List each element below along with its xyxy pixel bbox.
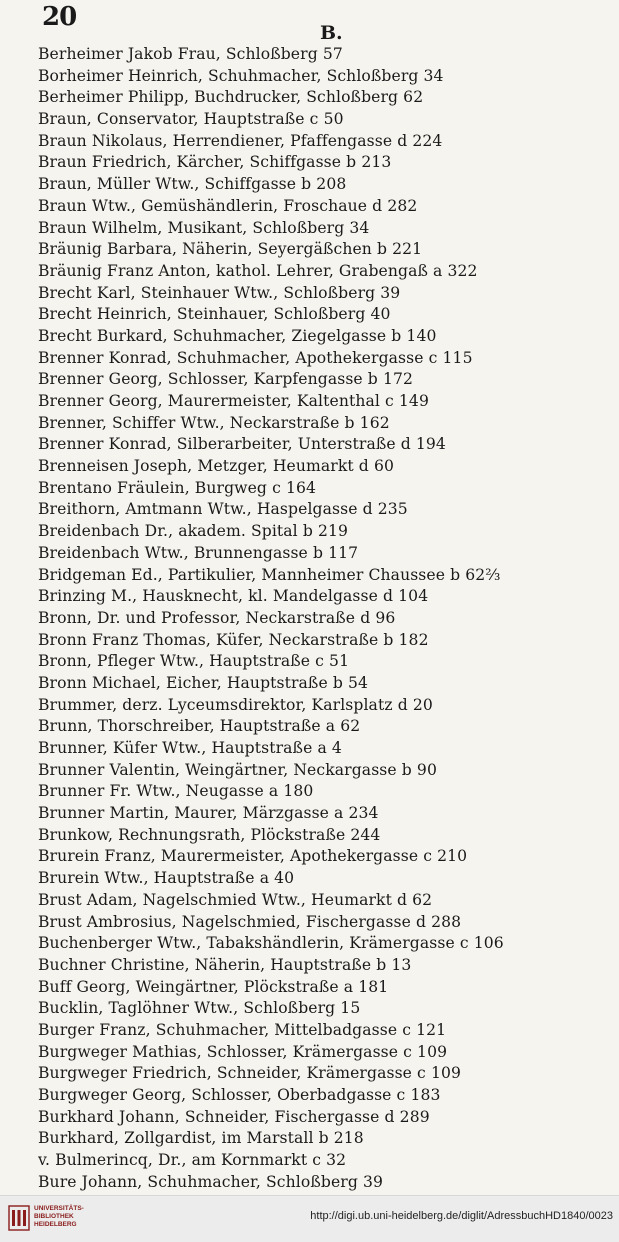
directory-entry: Brunner Fr. Wtw., Neugasse a 180	[38, 782, 314, 801]
directory-entry: Braun Nikolaus, Herrendiener, Pfaffengasse d 224	[38, 131, 443, 150]
directory-entry: Brenner, Schiffer Wtw., Neckarstraße b 162	[38, 413, 390, 432]
directory-entry: Bräunig Barbara, Näherin, Seyergäßchen b 221	[38, 240, 423, 259]
directory-entry: Braun Friedrich, Kärcher, Schiffgasse b 213	[38, 153, 392, 172]
directory-entry: Brenner Georg, Maurermeister, Kaltenthal c 149	[38, 392, 429, 410]
directory-entry: Brunner, Küfer Wtw., Hauptstraße a 4	[38, 739, 342, 757]
directory-entry: Brust Adam, Nagelschmied Wtw., Heumarkt d 62	[38, 890, 433, 909]
university-library-logo-icon	[8, 1204, 30, 1232]
directory-entry: Brentano Fräulein, Burgweg c 164	[38, 478, 317, 497]
directory-entry: Brurein Wtw., Hauptstraße a 40	[38, 869, 295, 888]
directory-entry: Bronn, Dr. und Professor, Neckarstraße d 96	[38, 608, 396, 627]
directory-entry: Bure Johann, Schuhmacher, Schloßberg 39	[38, 1172, 384, 1191]
directory-entry: Breidenbach Dr., akadem. Spital b 219	[38, 522, 349, 541]
directory-entry: Brinzing M., Hausknecht, kl. Mandelgasse d 104	[38, 587, 429, 606]
directory-entry: Borheimer Heinrich, Schuhmacher, Schloßberg 34	[38, 66, 444, 85]
directory-entry: Brecht Karl, Steinhauer Wtw., Schloßberg 39	[38, 283, 401, 302]
directory-entry: Brenneisen Joseph, Metzger, Heumarkt d 60	[38, 457, 394, 476]
directory-entry: Braun Wtw., Gemüshändlerin, Froschaue d 282	[38, 196, 418, 215]
directory-entry: v. Bulmerincq, Dr., am Kornmarkt c 32	[38, 1151, 347, 1170]
directory-entry: Bridgeman Ed., Partikulier, Mannheimer Chaussee b 62⅔	[38, 565, 501, 584]
directory-entry: Breithorn, Amtmann Wtw., Haspelgasse d 235	[38, 500, 408, 519]
page-number: 20	[42, 2, 77, 32]
directory-entry: Berheimer Philipp, Buchdrucker, Schloßberg 62	[38, 88, 424, 107]
directory-entry: Buchenberger Wtw., Tabakshändlerin, Krämergasse c 106	[38, 934, 504, 953]
directory-entry: Braun, Conservator, Hauptstraße c 50	[38, 110, 344, 129]
directory-entry: Burkhard Johann, Schneider, Fischergasse d 289	[38, 1107, 430, 1126]
directory-entry: Brust Ambrosius, Nagelschmied, Fischergasse d 288	[38, 912, 462, 931]
directory-entry: Bräunig Franz Anton, kathol. Lehrer, Grabengaß a 322	[38, 261, 478, 280]
directory-entry: Bucklin, Taglöhner Wtw., Schloßberg 15	[38, 999, 361, 1018]
directory-entry: Brurein Franz, Maurermeister, Apothekergasse c 210	[38, 847, 468, 866]
directory-entry: Burgweger Friedrich, Schneider, Krämergasse c 109	[38, 1064, 462, 1083]
section-letter: B.	[320, 22, 343, 44]
footer-bar	[0, 1195, 619, 1242]
logo-line: UNIVERSITÄTS-	[34, 1205, 84, 1212]
directory-entries	[38, 44, 613, 1193]
directory-entry: Brenner Konrad, Silberarbeiter, Unterstraße d 194	[38, 435, 446, 454]
directory-entry: Braun Wilhelm, Musikant, Schloßberg 34	[38, 218, 370, 237]
directory-entry: Brunkow, Rechnungsrath, Plöckstraße 244	[38, 825, 381, 844]
directory-entry: Buff Georg, Weingärtner, Plöckstraße a 181	[38, 977, 389, 996]
directory-entry: Breidenbach Wtw., Brunnengasse b 117	[38, 543, 359, 562]
directory-entry: Brunner Martin, Maurer, Märzgasse a 234	[38, 804, 379, 823]
directory-entry: Braun, Müller Wtw., Schiffgasse b 208	[38, 175, 347, 194]
directory-entry: Brummer, derz. Lyceumsdirektor, Karlsplatz d 20	[38, 695, 433, 714]
directory-entry: Bronn Michael, Eicher, Hauptstraße b 54	[38, 673, 369, 692]
library-logo-text	[34, 1205, 84, 1229]
directory-entry: Brunner Valentin, Weingärtner, Neckargasse b 90	[38, 760, 437, 779]
logo-line: HEIDELBERG	[34, 1221, 77, 1228]
directory-entry: Brecht Heinrich, Steinhauer, Schloßberg 40	[38, 305, 391, 324]
directory-entry: Brunn, Thorschreiber, Hauptstraße a 62	[38, 717, 361, 736]
directory-entry: Brenner Georg, Schlosser, Karpfengasse b 172	[38, 370, 414, 389]
logo-line: BIBLIOTHEK	[34, 1213, 74, 1220]
directory-entry: Burger Franz, Schuhmacher, Mittelbadgasse c 121	[38, 1020, 447, 1039]
directory-entry: Brecht Burkard, Schuhmacher, Ziegelgasse b 140	[38, 326, 437, 345]
source-url-link[interactable]: http://digi.ub.uni-heidelberg.de/diglit/AdressbuchHD1840/0023	[310, 1210, 613, 1222]
directory-entry: Bronn, Pfleger Wtw., Hauptstraße c 51	[38, 652, 350, 671]
directory-entry: Berheimer Jakob Frau, Schloßberg 57	[38, 45, 343, 63]
directory-entry: Buchner Christine, Näherin, Hauptstraße b 13	[38, 955, 412, 974]
directory-entry: Burgweger Georg, Schlosser, Oberbadgasse c 183	[38, 1086, 441, 1104]
directory-entry: Brenner Konrad, Schuhmacher, Apothekergasse c 115	[38, 348, 473, 367]
directory-entry: Burgweger Mathias, Schlosser, Krämergasse c 109	[38, 1042, 448, 1061]
directory-entry: Burkhard, Zollgardist, im Marstall b 218	[38, 1129, 364, 1148]
directory-entry: Bronn Franz Thomas, Küfer, Neckarstraße b 182	[38, 630, 429, 649]
